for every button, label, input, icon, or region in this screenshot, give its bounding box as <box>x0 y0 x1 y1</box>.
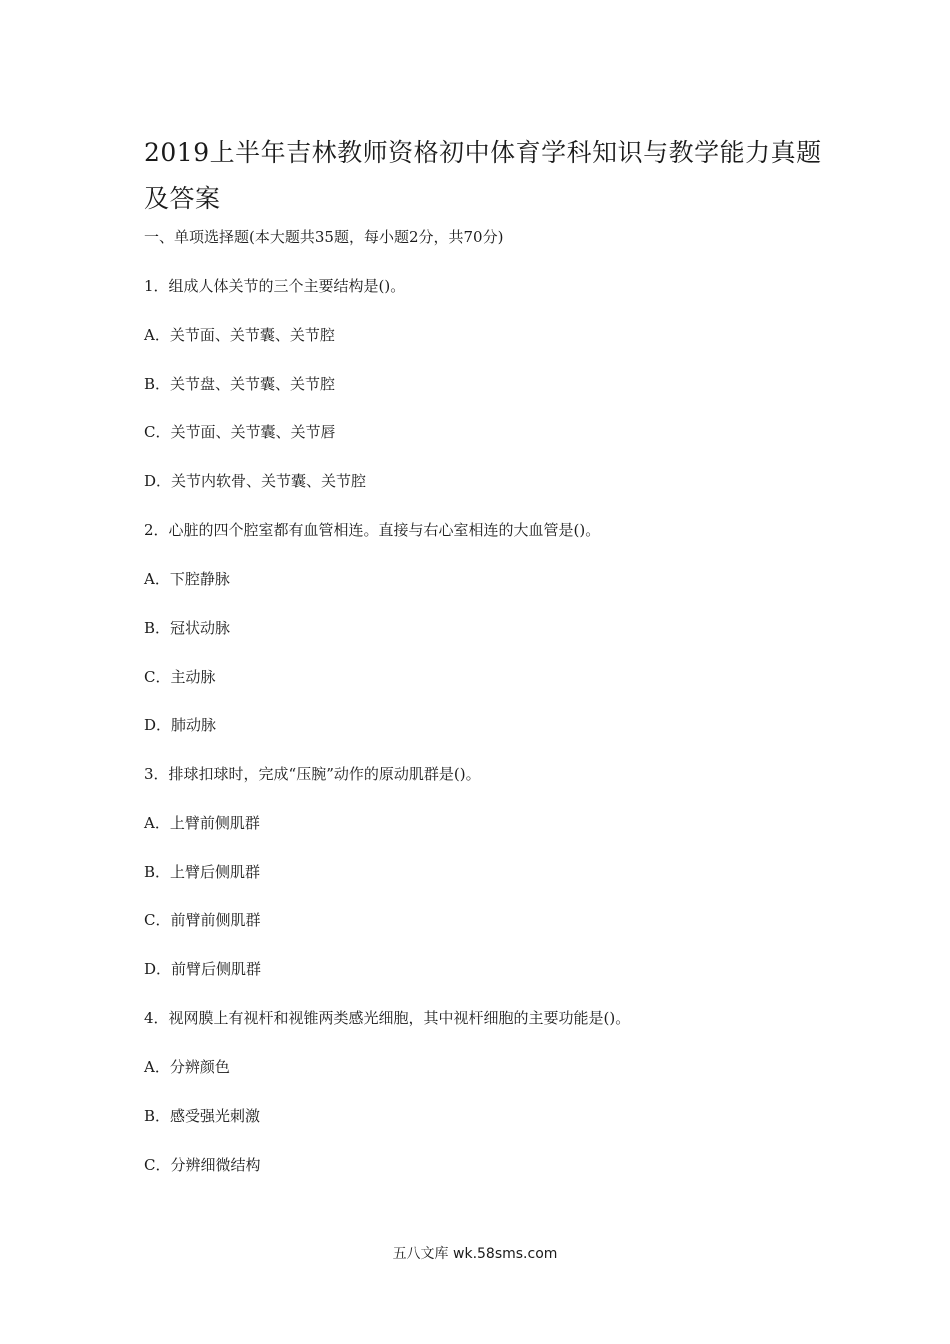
document-title: 2019上半年吉林教师资格初中体育学科知识与教学能力真题及答案 <box>144 138 822 213</box>
footer-watermark: 五八文库 wk.58sms.com <box>392 1246 558 1262</box>
question-2-option-d: D．肺动脉 <box>144 716 217 734</box>
question-3-option-b: B．上臂后侧肌群 <box>144 863 261 881</box>
question-2-option-c: C．主动脉 <box>144 668 216 686</box>
question-3-option-d: D．前臂后侧肌群 <box>144 960 262 978</box>
question-4-stem: 4．视网膜上有视杆和视锥两类感光细胞，其中视杆细胞的主要功能是()。 <box>144 1009 631 1027</box>
question-3-option-c: C．前臂前侧肌群 <box>144 911 261 929</box>
question-1-option-b: B．关节盘、关节囊、关节腔 <box>144 375 336 393</box>
question-4-option-c: C．分辨细微结构 <box>144 1156 261 1174</box>
question-1-stem: 1．组成人体关节的三个主要结构是()。 <box>144 277 406 295</box>
question-1-option-c: C．关节面、关节囊、关节唇 <box>144 423 336 441</box>
question-1-option-a: A．关节面、关节囊、关节腔 <box>144 326 335 344</box>
question-2-option-a: A．下腔静脉 <box>144 570 230 588</box>
question-3-option-a: A．上臂前侧肌群 <box>144 814 260 832</box>
question-4-option-a: A．分辨颜色 <box>144 1058 230 1076</box>
question-3-stem: 3．排球扣球时，完成“压腕”动作的原动肌群是()。 <box>144 765 481 783</box>
question-2-stem: 2．心脏的四个腔室都有血管相连。直接与右心室相连的大血管是()。 <box>144 521 601 539</box>
question-1-option-d: D．关节内软骨、关节囊、关节腔 <box>144 472 367 490</box>
section-heading: 一、单项选择题(本大题共35题，每小题2分，共70分) <box>144 228 504 246</box>
question-2-option-b: B．冠状动脉 <box>144 619 231 637</box>
question-4-option-b: B．感受强光刺激 <box>144 1107 261 1125</box>
